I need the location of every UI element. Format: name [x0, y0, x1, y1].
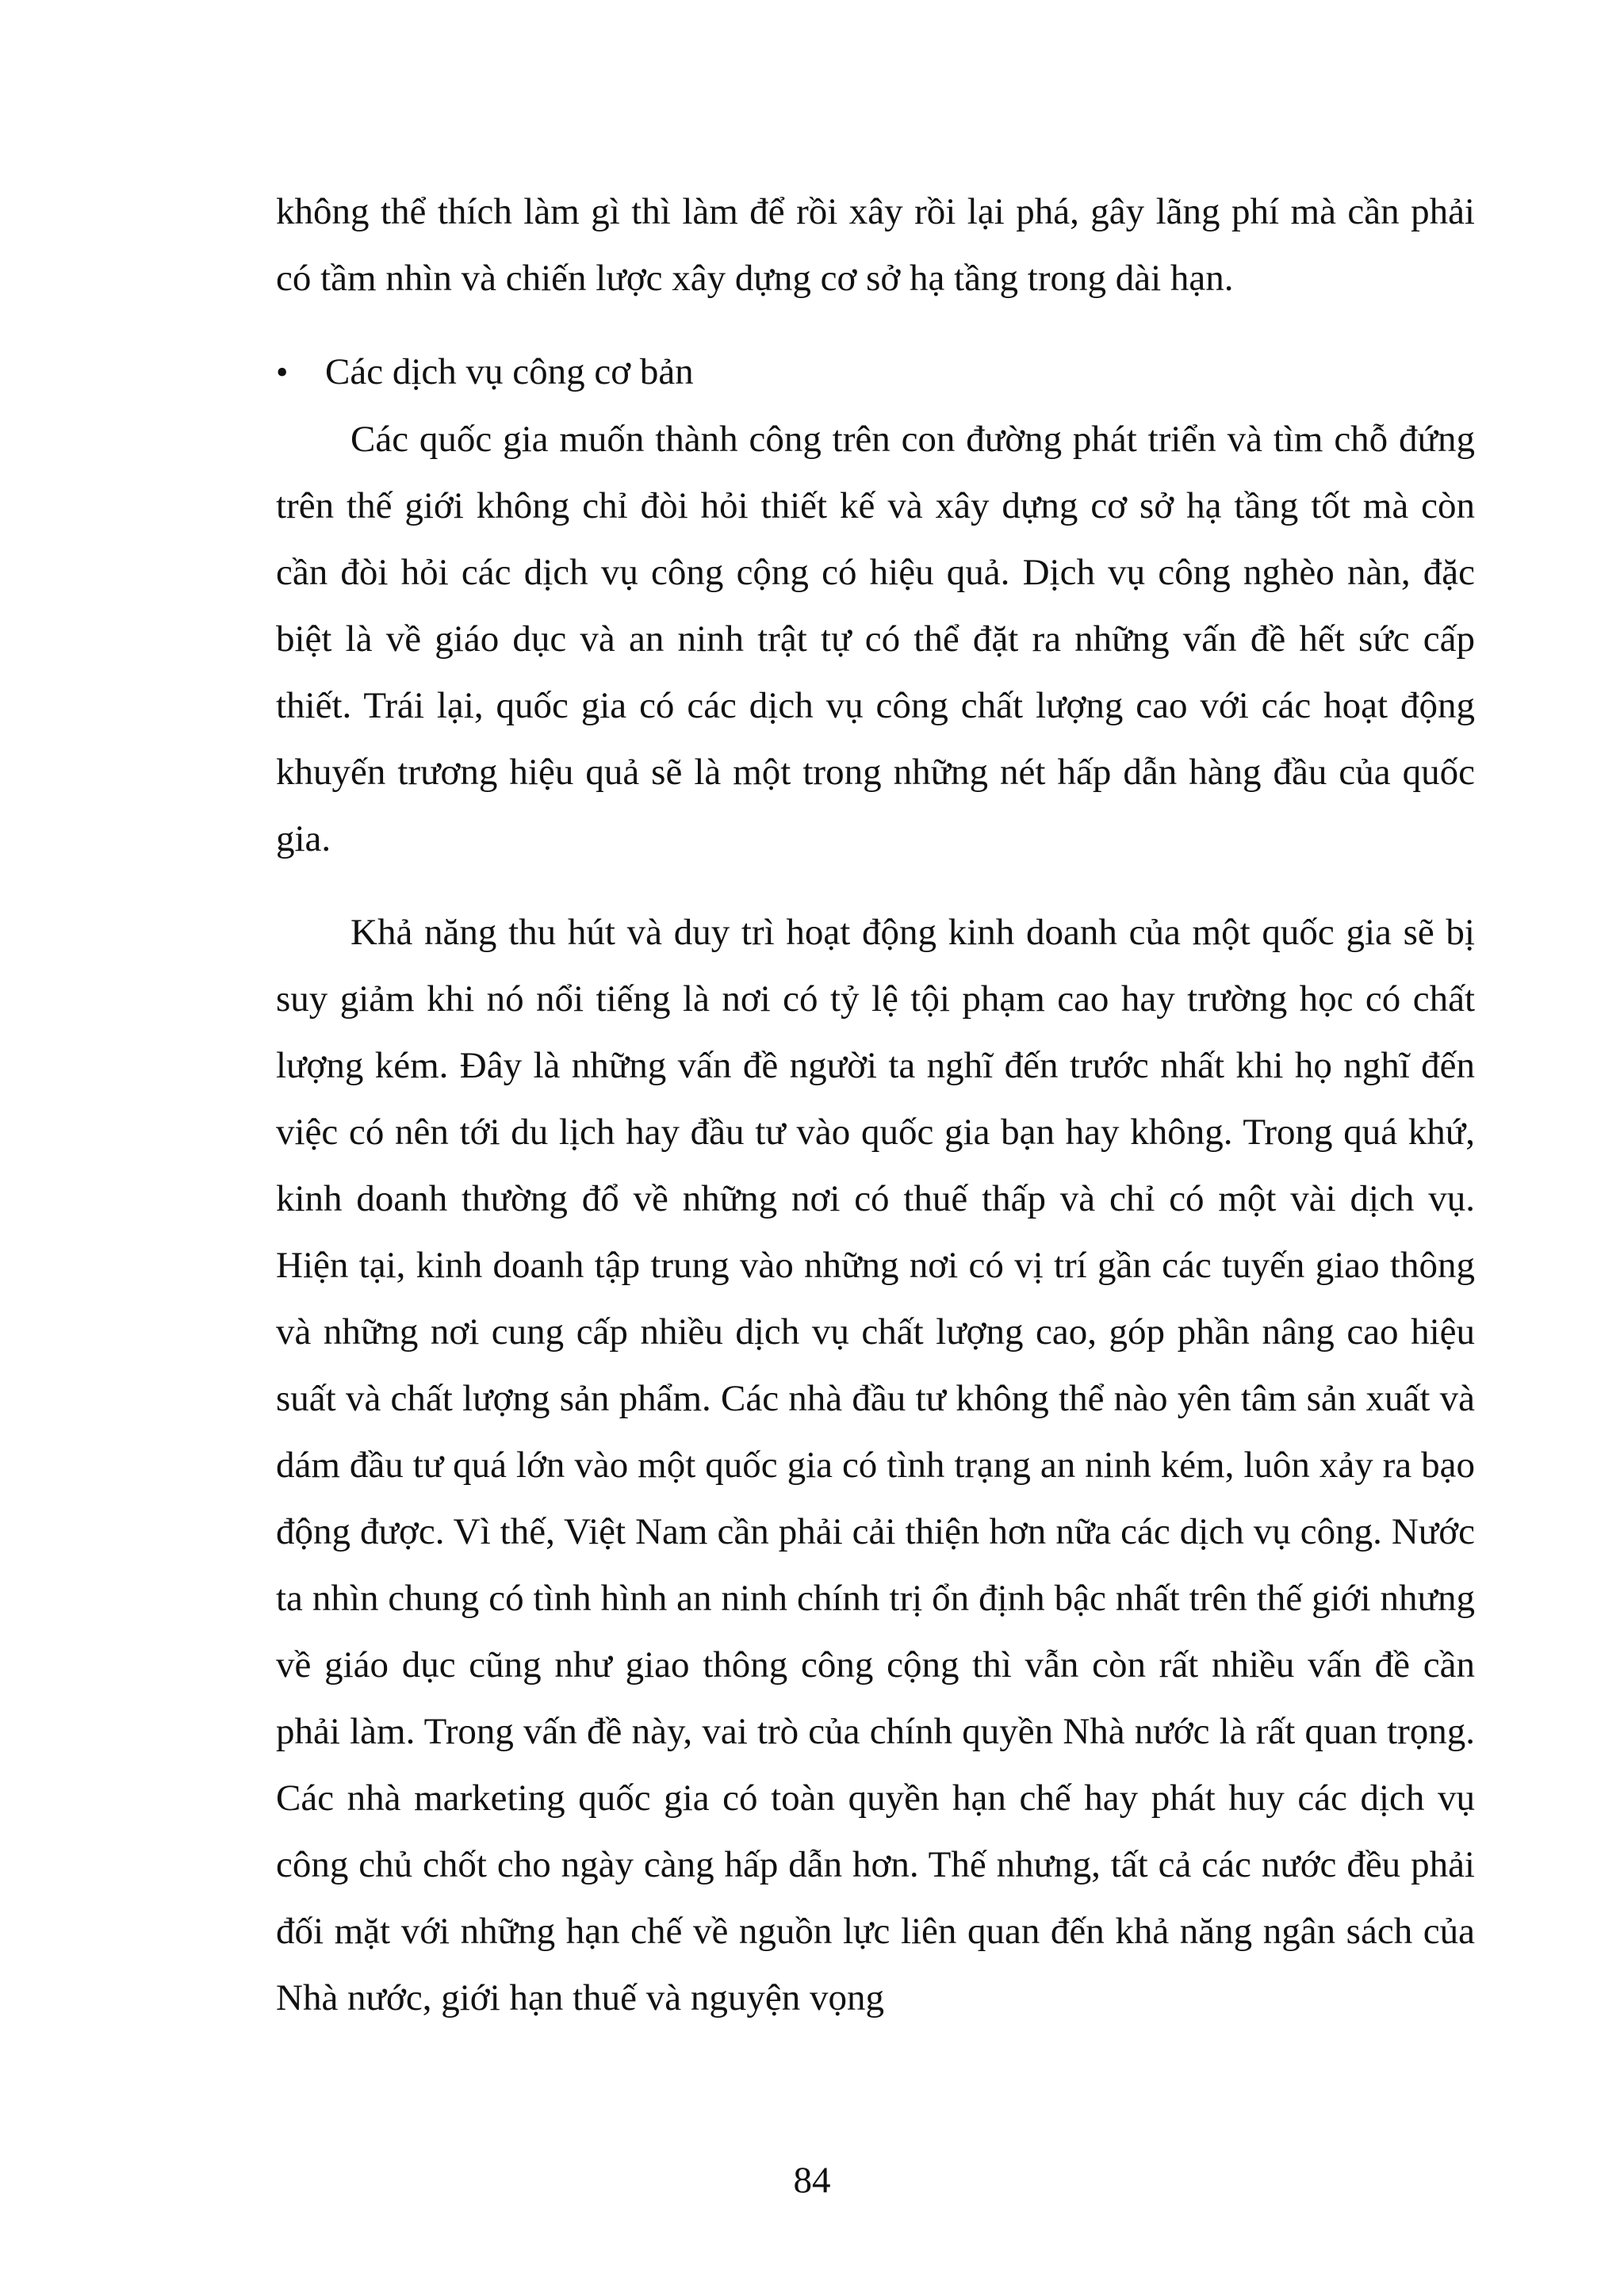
paragraph-public-services: Các quốc gia muốn thành công trên con đường phát triển và tìm chỗ đứng trên thế giới không chỉ đòi hỏi thiết kế và xây dựng cơ sở hạ tầng tốt mà còn cần đòi hỏi các dịch vụ công cộng có hiệu quả. Dịch vụ công nghèo nàn, đặc biệt là về giáo dục và an ninh trật tự có thể đặt ra những vấn đề hết sức cấp thiết. Trái lại, quốc gia có các dịch vụ công chất lượng cao với các hoạt động khuyến trương hiệu quả sẽ là một trong những nét hấp dẫn hàng đầu của quốc gia.	[276, 419, 1475, 859]
page-body	[276, 178, 1475, 2031]
page-number: 84	[793, 2160, 831, 2201]
paragraph-business-attraction: Khả năng thu hút và duy trì hoạt động kinh doanh của một quốc gia sẽ bị suy giảm khi nó nổi tiếng là nơi có tỷ lệ tội phạm cao hay trường học có chất lượng kém. Đây là những vấn đề người ta nghĩ đến trước nhất khi họ nghĩ đến việc có nên tới du lịch hay đầu tư vào quốc gia bạn hay không. Trong quá khứ, kinh doanh thường đổ về những nơi có thuế thấp và chỉ có một vài dịch vụ. Hiện tại, kinh doanh tập trung vào những nơi có vị trí gần các tuyến giao thông và những nơi cung cấp nhiều dịch vụ chất lượng cao, góp phần nâng cao hiệu suất và chất lượng sản phẩm. Các nhà đầu tư không thể nào yên tâm sản xuất và dám đầu tư quá lớn vào một quốc gia có tình trạng an ninh kém, luôn xảy ra bạo động được. Vì thế, Việt Nam cần phải cải thiện hơn nữa các dịch vụ công. Nước ta nhìn chung có tình hình an ninh chính trị ổn định bậc nhất trên thế giới nhưng về giáo dục cũng như giao thông công cộng thì vẫn còn rất nhiều vấn đề cần phải làm. Trong vấn đề này, vai trò của chính quyền Nhà nước là rất quan trọng. Các nhà marketing quốc gia có toàn quyền hạn chế hay phát huy các dịch vụ công chủ chốt cho ngày càng hấp dẫn hơn. Thế nhưng, tất cả các nước đều phải đối mặt với những hạn chế về nguồn lực liên quan đến khả năng ngân sách của Nhà nước, giới hạn thuế và nguyện vọng	[276, 912, 1475, 2019]
bullet-item	[276, 339, 1475, 406]
bullet-icon: •	[276, 353, 289, 392]
paragraph-continuation: không thể thích làm gì thì làm để rồi xây rồi lại phá, gây lãng phí mà cần phải có tầm nhìn và chiến lược xây dựng cơ sở hạ tầng trong dài hạn.	[276, 191, 1475, 299]
section-heading: Các dịch vụ công cơ bản	[325, 351, 694, 392]
